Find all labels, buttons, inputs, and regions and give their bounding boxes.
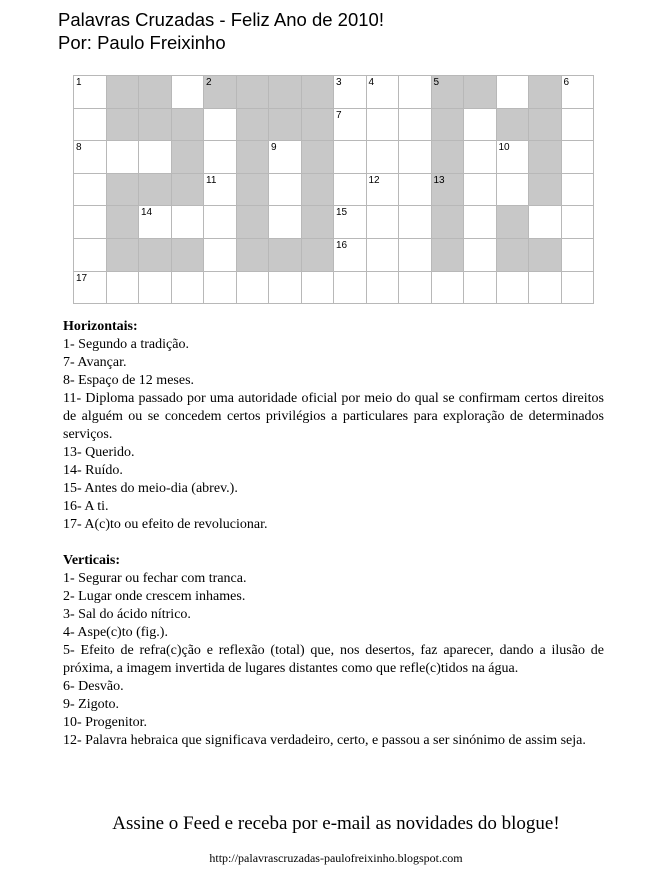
grid-cell-block <box>302 206 334 238</box>
clue-number: 12 <box>368 174 380 186</box>
grid-cell[interactable] <box>367 141 399 173</box>
grid-cell-block <box>269 76 301 108</box>
grid-cell[interactable] <box>269 141 301 173</box>
grid-cell-block <box>237 109 269 141</box>
grid-cell[interactable] <box>562 109 594 141</box>
clue-item: 16- A ti. <box>63 499 109 514</box>
grid-cell-block <box>529 76 561 108</box>
grid-cell-block <box>172 141 204 173</box>
clue-item: 10- Progenitor. <box>63 715 147 730</box>
grid-cell[interactable] <box>497 174 529 206</box>
grid-cell[interactable] <box>74 141 106 173</box>
clue-item: 8- Espaço de 12 meses. <box>63 373 195 388</box>
grid-cell-block <box>237 141 269 173</box>
grid-cell[interactable] <box>172 76 204 108</box>
clue-number: 16 <box>336 239 348 251</box>
grid-cell[interactable] <box>464 239 496 271</box>
clue-number: 9 <box>271 142 277 154</box>
grid-cell-block <box>432 239 464 271</box>
grid-cell[interactable] <box>204 141 236 173</box>
horizontal-clues-heading: Horizontais: <box>63 319 138 334</box>
clues-section <box>63 318 604 750</box>
clue-number: 4 <box>368 77 375 88</box>
clue-item: 6- Desvão. <box>63 679 124 694</box>
grid-cell[interactable] <box>562 206 594 238</box>
clue-number: 11 <box>206 174 217 186</box>
grid-cell[interactable] <box>302 272 334 304</box>
clue-item: 12- Palavra hebraica que significava verdadeiro, certo, e passou a ser sinónimo de assim seja. <box>63 733 586 748</box>
grid-cell[interactable] <box>204 239 236 271</box>
grid-cell-block <box>302 174 334 206</box>
clue-number: 10 <box>498 142 510 154</box>
grid-cell-block <box>269 239 301 271</box>
clue-number: 17 <box>76 272 88 284</box>
grid-cell[interactable] <box>464 141 496 173</box>
grid-cell[interactable] <box>529 272 561 304</box>
grid-cell[interactable] <box>74 76 106 108</box>
grid-cell[interactable] <box>464 174 496 206</box>
grid-cell[interactable] <box>269 206 301 238</box>
clue-item: 9- Zigoto. <box>63 697 119 712</box>
grid-cell-block <box>172 109 204 141</box>
grid-cell-block <box>107 206 139 238</box>
grid-cell[interactable] <box>367 239 399 271</box>
grid-cell[interactable] <box>139 272 171 304</box>
grid-cell[interactable] <box>464 206 496 238</box>
grid-cell[interactable] <box>562 141 594 173</box>
grid-cell[interactable] <box>334 206 366 238</box>
grid-cell[interactable] <box>269 174 301 206</box>
grid-cell-block <box>302 76 334 108</box>
clue-item: 7- Avançar. <box>63 355 127 370</box>
grid-cell-block <box>529 174 561 206</box>
grid-cell[interactable] <box>367 206 399 238</box>
grid-cell[interactable] <box>497 141 529 173</box>
grid-cell[interactable] <box>334 239 366 271</box>
clue-number: 14 <box>141 207 153 219</box>
grid-cell[interactable] <box>204 109 236 141</box>
grid-cell-block <box>139 239 171 271</box>
grid-cell-block <box>302 109 334 141</box>
grid-cell[interactable] <box>74 272 106 304</box>
grid-cell[interactable] <box>367 76 399 108</box>
clue-item: 15- Antes do meio-dia (abrev.). <box>63 481 238 496</box>
grid-cell[interactable] <box>529 206 561 238</box>
grid-cell-block <box>302 239 334 271</box>
grid-cell-block <box>269 109 301 141</box>
grid-cell[interactable] <box>399 174 431 206</box>
clue-number: 1 <box>76 77 82 88</box>
clue-item: 1- Segurar ou fechar com tranca. <box>63 571 247 586</box>
horizontal-clues-list <box>63 336 604 534</box>
vertical-clues-list <box>63 570 604 750</box>
grid-cell[interactable] <box>139 206 171 238</box>
clue-item: 11- Diploma passado por uma autoridade oficial por meio do qual se confirmam certos direitos de alguém ou se concedem certos privilégios a particulares para exploração de determinados serviços. <box>63 391 604 442</box>
grid-cell-block <box>204 76 236 108</box>
grid-cell-block <box>237 239 269 271</box>
grid-cell[interactable] <box>139 141 171 173</box>
grid-cell-block <box>107 76 139 108</box>
grid-cell-block <box>432 76 464 108</box>
grid-cell-block <box>107 174 139 206</box>
crossword-grid <box>73 75 594 304</box>
grid-cell[interactable] <box>464 109 496 141</box>
grid-cell[interactable] <box>334 76 366 108</box>
grid-cell[interactable] <box>334 174 366 206</box>
grid-cell[interactable] <box>74 206 106 238</box>
grid-cell[interactable] <box>74 239 106 271</box>
grid-cell-block <box>237 206 269 238</box>
grid-cell-block <box>139 76 171 108</box>
page-header <box>58 8 384 54</box>
page-title: Palavras Cruzadas - Feliz Ano de 2010! <box>58 9 384 30</box>
clue-item: 3- Sal do ácido nítrico. <box>63 607 191 622</box>
grid-cell[interactable] <box>399 76 431 108</box>
blog-url[interactable]: http://palavrascruzadas-paulofreixinho.blogspot.com <box>209 851 463 865</box>
grid-cell[interactable] <box>562 272 594 304</box>
grid-cell[interactable] <box>367 174 399 206</box>
grid-cell[interactable] <box>172 272 204 304</box>
grid-cell-block <box>237 76 269 108</box>
grid-cell[interactable] <box>562 174 594 206</box>
grid-cell[interactable] <box>497 272 529 304</box>
grid-cell[interactable] <box>399 272 431 304</box>
grid-cell[interactable] <box>562 76 594 108</box>
grid-cell-block <box>529 141 561 173</box>
clue-item: 5- Efeito de refra(c)ção e reflexão (total) que, nos desertos, faz aparecer, dando a ilusão de próxima, a imagem invertida de lugares distantes como que refle(c)tidos na água. <box>63 643 604 676</box>
grid-cell-block <box>237 174 269 206</box>
clue-item: 17- A(c)to ou efeito de revolucionar. <box>63 517 268 532</box>
grid-cell-block <box>497 109 529 141</box>
grid-cell[interactable] <box>204 174 236 206</box>
grid-cell[interactable] <box>464 272 496 304</box>
grid-cell-block <box>432 206 464 238</box>
grid-cell-block <box>107 109 139 141</box>
grid-cell[interactable] <box>367 272 399 304</box>
grid-cell[interactable] <box>399 109 431 141</box>
grid-cell[interactable] <box>204 272 236 304</box>
grid-cell-block <box>529 239 561 271</box>
subscribe-message: Assine o Feed e receba por e-mail as novidades do blogue! <box>112 813 560 834</box>
clue-item: 13- Querido. <box>63 445 135 460</box>
grid-cell-block <box>139 109 171 141</box>
grid-cell[interactable] <box>204 206 236 238</box>
grid-cell[interactable] <box>562 239 594 271</box>
clue-number: 3 <box>336 77 342 88</box>
grid-cell[interactable] <box>367 109 399 141</box>
grid-cell-block <box>529 109 561 141</box>
grid-cell-block <box>107 239 139 271</box>
clue-item: 1- Segundo a tradição. <box>63 337 189 352</box>
grid-cell-block <box>497 239 529 271</box>
clue-number: 5 <box>433 77 440 88</box>
grid-cell-block <box>432 141 464 173</box>
grid-cell[interactable] <box>334 272 366 304</box>
grid-cell[interactable] <box>74 109 106 141</box>
grid-cell[interactable] <box>334 141 366 173</box>
grid-cell-block <box>172 174 204 206</box>
grid-cell[interactable] <box>172 206 204 238</box>
grid-cell-block <box>432 174 464 206</box>
grid-cell[interactable] <box>399 239 431 271</box>
grid-cell-block <box>302 141 334 173</box>
clue-number: 6 <box>563 77 570 88</box>
clue-number: 8 <box>76 142 82 154</box>
vertical-clues-heading: Verticais: <box>63 553 121 568</box>
author-line: Por: Paulo Freixinho <box>58 32 226 53</box>
clue-item: 14- Ruído. <box>63 463 123 478</box>
clue-item: 2- Lugar onde crescem inhames. <box>63 589 246 604</box>
grid-cell[interactable] <box>237 272 269 304</box>
grid-cell-block <box>139 174 171 206</box>
clue-number: 7 <box>336 109 342 121</box>
grid-cell-block <box>464 76 496 108</box>
clue-number: 2 <box>206 77 212 88</box>
grid-cell[interactable] <box>74 174 106 206</box>
clue-item: 4- Aspe(c)to (fig.). <box>63 625 168 640</box>
grid-cell[interactable] <box>107 272 139 304</box>
grid-cell[interactable] <box>107 141 139 173</box>
grid-cell[interactable] <box>432 272 464 304</box>
grid-cell-block <box>497 206 529 238</box>
grid-cell-block <box>432 109 464 141</box>
clue-number: 13 <box>433 174 445 186</box>
clue-number: 15 <box>336 207 348 219</box>
grid-cell[interactable] <box>334 109 366 141</box>
grid-cell[interactable] <box>399 206 431 238</box>
grid-cell[interactable] <box>497 76 529 108</box>
grid-cell-block <box>172 239 204 271</box>
grid-cell[interactable] <box>269 272 301 304</box>
grid-cell[interactable] <box>399 141 431 173</box>
